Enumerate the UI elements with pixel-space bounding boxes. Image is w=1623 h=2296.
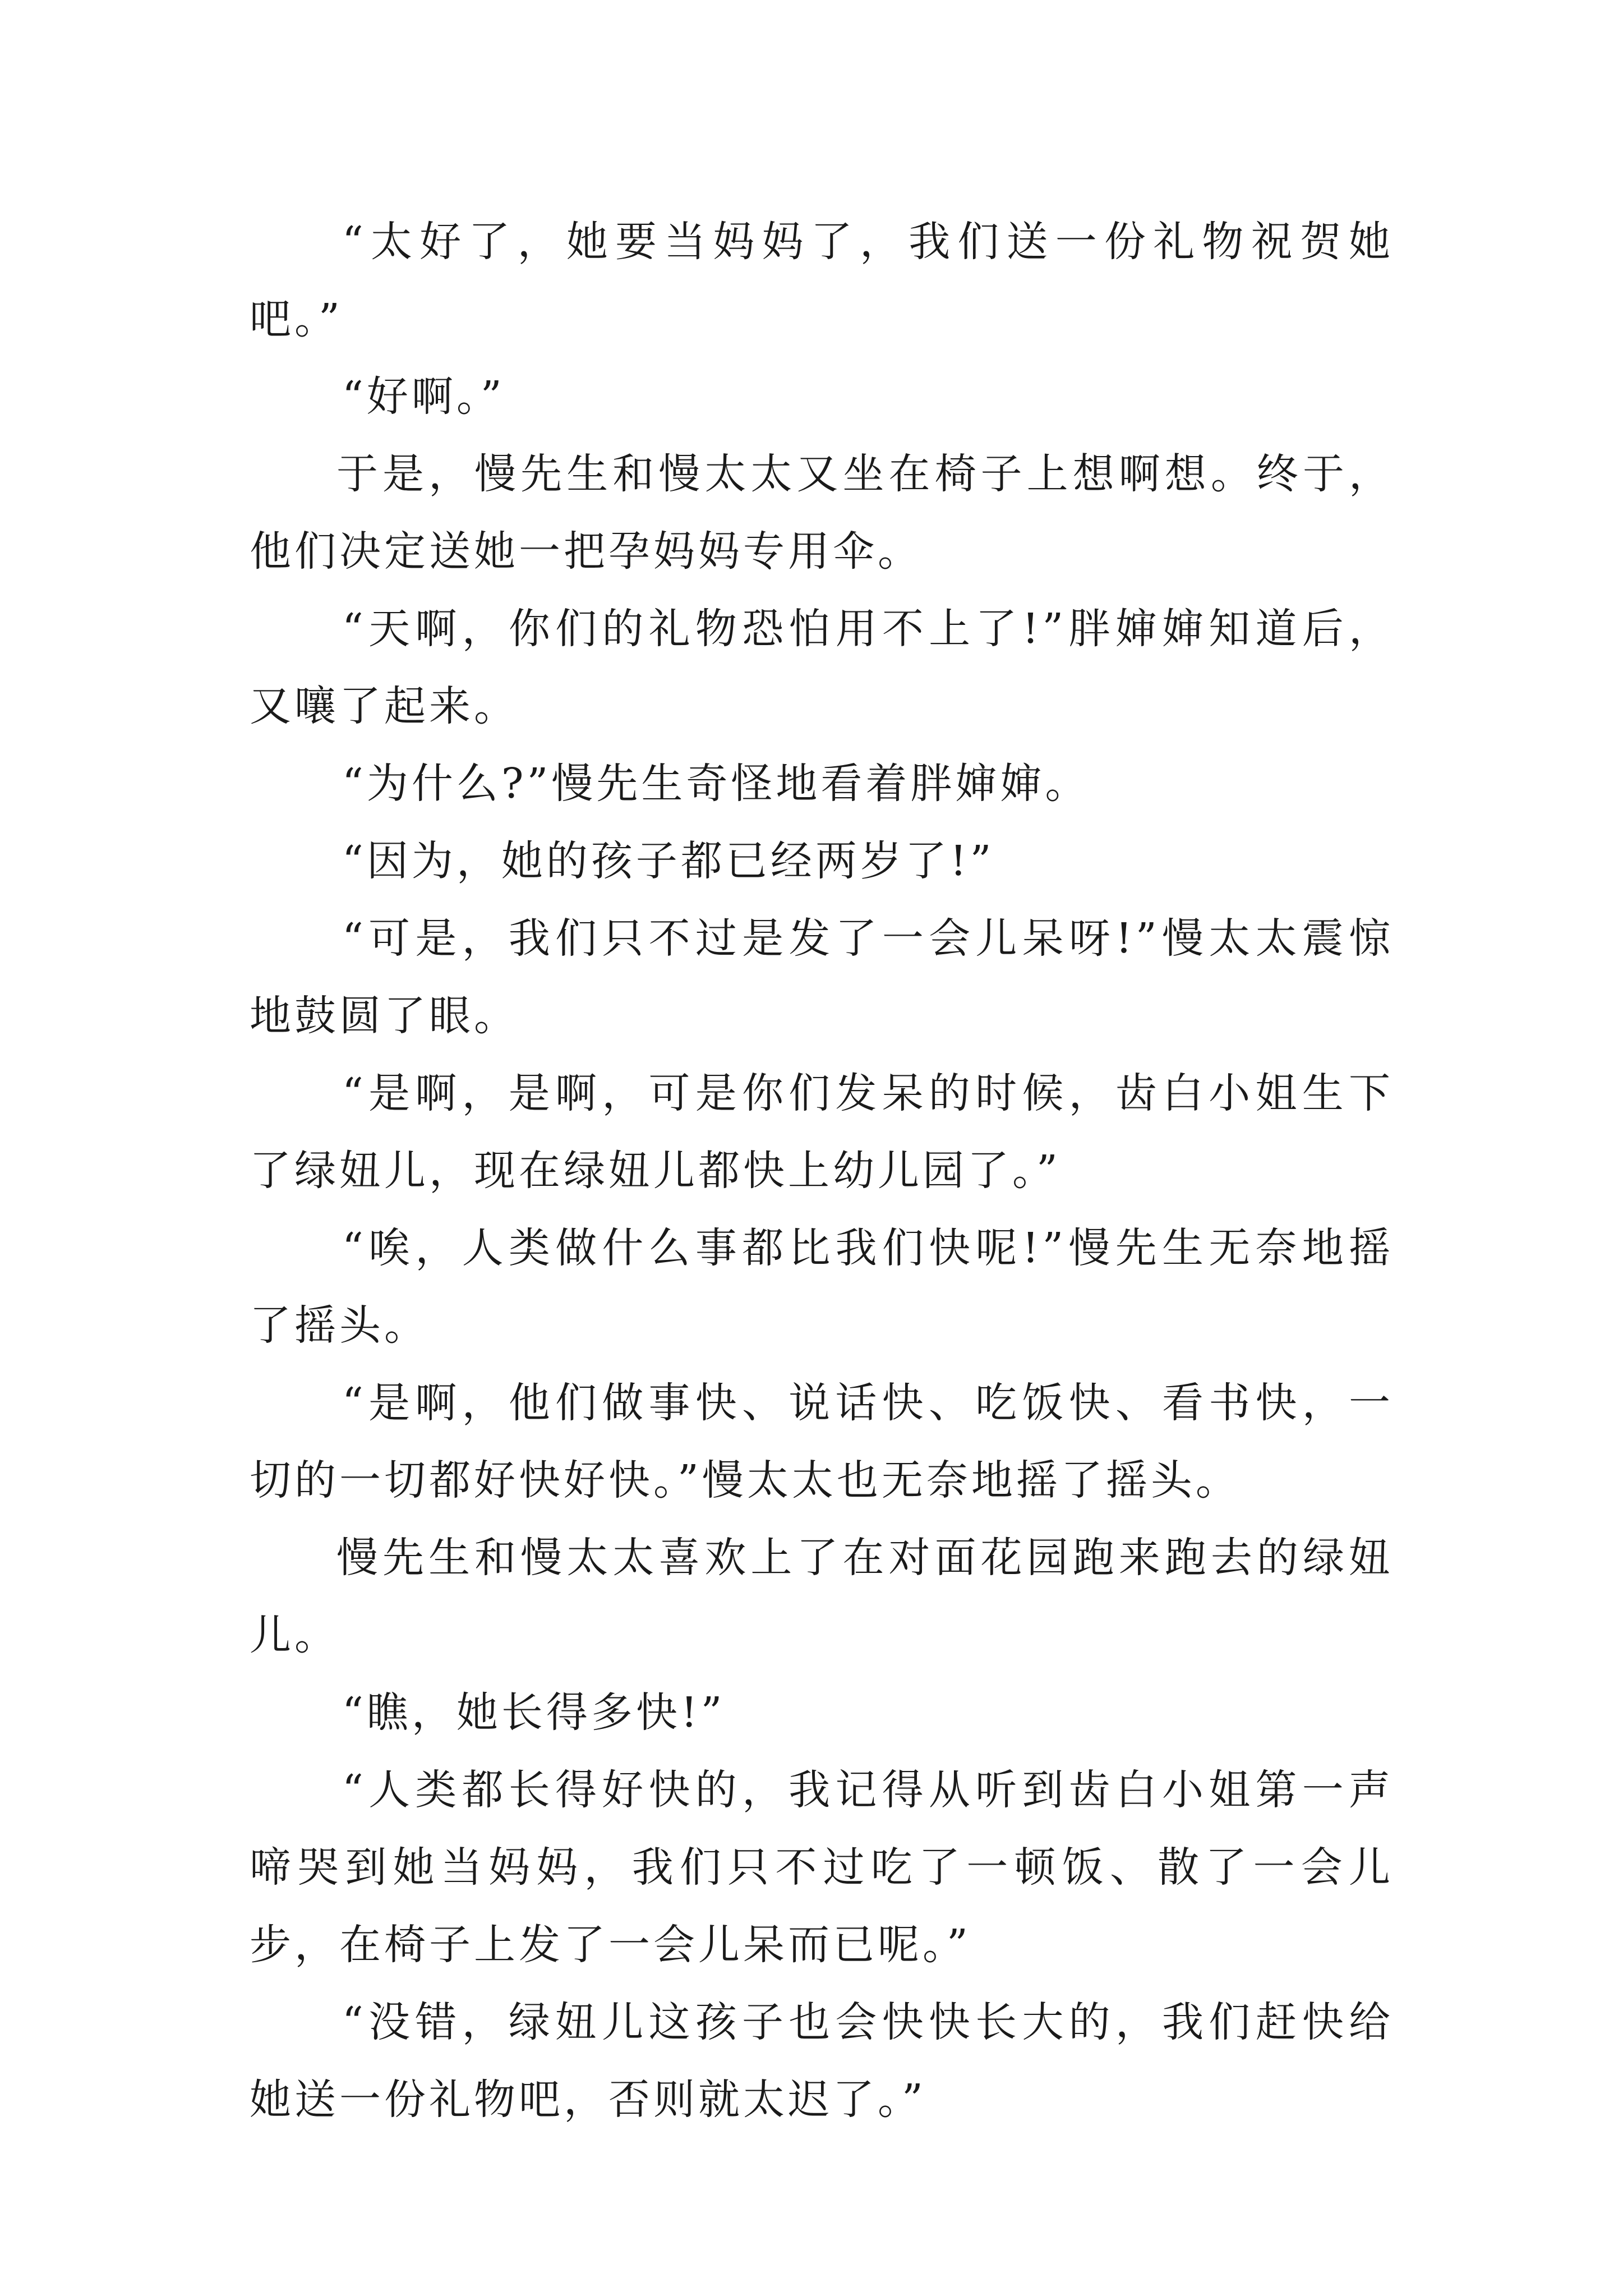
paragraph: “天啊，你们的礼物恐怕用不上了!”胖婶婶知道后，又嚷了起来。 — [250, 605, 1394, 730]
paragraph: 于是，慢先生和慢太太又坐在椅子上想啊想。终于，他们决定送她一把孕妈妈专用伞。 — [250, 450, 1394, 576]
paragraph: “唉，人类做什么事都比我们快呢!”慢先生无奈地摇了摇头。 — [250, 1224, 1394, 1350]
paragraph: “可是，我们只不过是发了一会儿呆呀!”慢太太震惊地鼓圆了眼。 — [250, 914, 1394, 1040]
paragraph: “是啊，是啊，可是你们发呆的时候，齿白小姐生下了绿妞儿，现在绿妞儿都快上幼儿园了。” — [250, 1069, 1394, 1195]
paragraph: “因为，她的孩子都已经两岁了!” — [342, 837, 995, 885]
paragraph: “人类都长得好快的，我记得从听到齿白小姐第一声啼哭到她当妈妈，我们只不过吃了一顿饭、散了一会儿步，在椅子上发了一会儿呆而已呢。” — [250, 1766, 1394, 1969]
paragraph: “瞧，她长得多快!” — [342, 1688, 726, 1737]
paragraph: “没错，绿妞儿这孩子也会快快长大的，我们赶快给她送一份礼物吧，否则就太迟了。” — [250, 1998, 1394, 2124]
paragraph: “好啊。” — [342, 372, 505, 421]
paragraph: “是啊，他们做事快、说话快、吃饭快、看书快，一切的一切都好快好快。”慢太太也无奈地摇了摇头。 — [250, 1379, 1394, 1504]
paragraph: “为什么?”慢先生奇怪地看着胖婶婶。 — [342, 760, 1090, 808]
story-text — [250, 203, 1394, 2138]
paragraph: “太好了，她要当妈妈了，我们送一份礼物祝贺她吧。” — [250, 218, 1394, 343]
paragraph: 慢先生和慢太太喜欢上了在对面花园跑来跑去的绿妞儿。 — [250, 1534, 1394, 1659]
